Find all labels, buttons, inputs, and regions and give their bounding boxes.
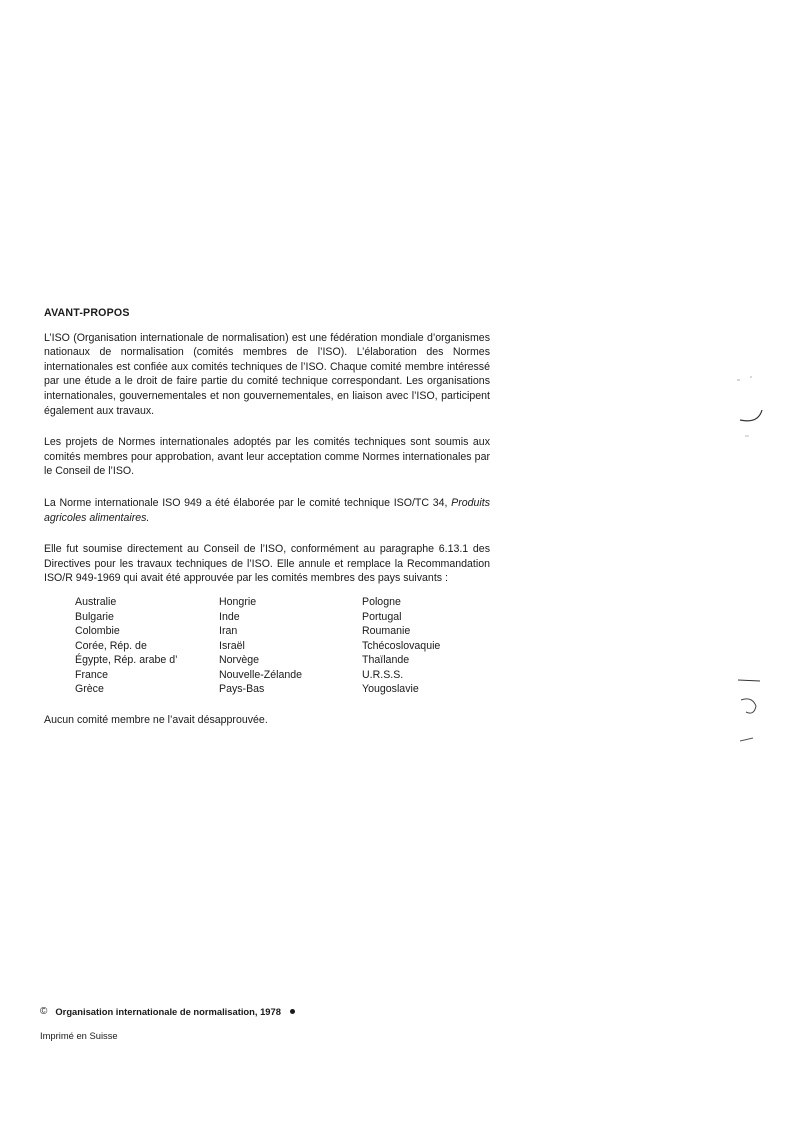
foreword-paragraph-standard <box>44 496 490 525</box>
country-name: Israël <box>219 639 245 652</box>
country-name: Colombie <box>75 625 120 638</box>
scan-mark-dash <box>737 377 752 380</box>
member-countries-list <box>75 595 490 697</box>
country-name: France <box>75 668 108 681</box>
country-name: Tchécoslovaquie <box>362 639 441 652</box>
foreword-paragraph-submission: Elle fut soumise directement au Conseil de l’ISO, conformément au paragraphe 6.13.1 des Directives pour les travaux techniques de l’ISO. Elle annule et remplace la Recommandation ISO/R 949-1969 qui avait été approuvée par les comités membres des pays suivants : <box>44 543 490 585</box>
closing-statement: Aucun comité membre ne l’avait désapprouvée. <box>44 713 268 726</box>
foreword-section <box>44 306 490 745</box>
country-name: Thaïlande <box>362 654 410 667</box>
copyright-line <box>40 1005 295 1018</box>
country-name: Bulgarie <box>75 610 114 623</box>
country-name: Pologne <box>362 595 401 608</box>
country-name: Portugal <box>362 610 402 623</box>
foreword-paragraph-drafts: Les projets de Normes internationales adoptés par les comités techniques sont soumis aux comités membres pour approbation, avant leur acceptation comme Normes internationales par le Conseil de l’ISO. <box>44 436 490 478</box>
countries-column-3 <box>362 595 440 697</box>
foreword-heading: AVANT-PROPOS <box>44 307 130 319</box>
committee-title: Produits agricoles alimentaires. <box>44 496 490 524</box>
country-name: Norvège <box>219 654 260 667</box>
countries-column-1 <box>75 595 177 697</box>
scan-mark-curve <box>740 410 762 421</box>
scan-mark-line <box>738 680 760 681</box>
printed-in-text: Imprimé en Suisse <box>40 1030 118 1041</box>
country-name: Iran <box>219 625 238 638</box>
page-footer <box>40 1005 295 1042</box>
country-name: Australie <box>75 595 117 608</box>
copyright-text: Organisation internationale de normalisation, 1978 <box>55 1006 281 1017</box>
scan-mark-curve <box>741 699 756 713</box>
country-name: Nouvelle-Zélande <box>219 668 303 681</box>
country-name: Yougoslavie <box>362 683 419 696</box>
copyright-icon: © <box>40 1006 48 1017</box>
country-name: Corée, Rép. de <box>75 639 147 652</box>
country-name: Hongrie <box>219 595 257 608</box>
countries-column-2 <box>219 595 302 697</box>
standard-note-text: La Norme internationale ISO 949 a été élaborée par le comité technique ISO/TC 34, <box>44 496 448 509</box>
foreword-paragraph-iso: L’ISO (Organisation internationale de normalisation) est une fédération mondiale d’organismes nationaux de normalisation (comités membres de l’ISO). L’élaboration des Normes internationales est confiée aux comités techniques de l’ISO. Chaque comité membre intéressé par une étude a le droit de faire partie du comité technique correspondant. Les organisations internationales, gouvernementales et non gouvernementales, en liaison avec l’ISO, participent également aux travaux. <box>44 331 490 417</box>
bullet-dot-icon <box>290 1009 295 1014</box>
country-name: Roumanie <box>362 625 411 638</box>
country-name: Pays-Bas <box>219 683 265 696</box>
country-name: Inde <box>219 610 240 623</box>
country-name: Grèce <box>75 683 104 696</box>
country-name: Égypte, Rép. arabe d’ <box>75 654 178 667</box>
country-name: U.R.S.S. <box>362 668 404 681</box>
scan-mark-line <box>740 738 753 741</box>
